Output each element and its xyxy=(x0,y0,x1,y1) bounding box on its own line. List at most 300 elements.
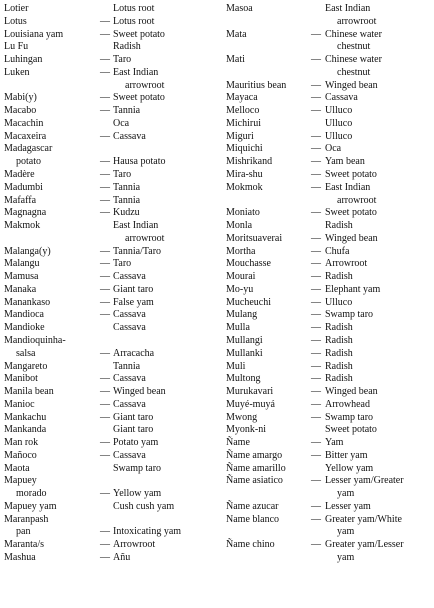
entry-term-line: Monla xyxy=(226,220,253,232)
entry-definition xyxy=(113,450,146,463)
entry-dash: — xyxy=(100,181,110,193)
entry-dash: — xyxy=(100,15,110,27)
entry-dash: — xyxy=(311,398,321,410)
glossary-entry xyxy=(226,182,431,208)
entry-term-line: Moniato xyxy=(226,207,260,219)
entry-dash: — xyxy=(100,411,110,423)
glossary-entry xyxy=(4,399,218,412)
entry-definition-line: East Indian xyxy=(325,181,371,193)
entry-definition-line: Giant taro xyxy=(113,283,154,295)
right-column xyxy=(226,3,431,565)
glossary-entry xyxy=(226,246,431,259)
entry-definition-line xyxy=(113,335,154,348)
entry-definition xyxy=(325,105,352,118)
entry-definition-line: Cassava xyxy=(113,398,146,410)
entry-definition xyxy=(113,552,130,565)
entry-term xyxy=(4,105,36,118)
entry-definition-line: Giant taro xyxy=(113,411,154,423)
entry-dash: — xyxy=(100,207,110,219)
entry-definition xyxy=(325,54,382,80)
entry-definition xyxy=(325,80,378,93)
glossary-entry xyxy=(226,475,431,501)
entry-term-line: Mullanki xyxy=(226,347,263,359)
entry-term-line: Ñame xyxy=(226,437,250,449)
glossary-entry xyxy=(226,335,431,348)
entry-term xyxy=(226,182,263,195)
entry-term xyxy=(226,207,260,220)
entry-term xyxy=(4,92,37,105)
entry-term xyxy=(4,424,46,437)
entry-dash: — xyxy=(100,373,110,385)
entry-definition-line: Cassava xyxy=(325,92,358,104)
entry-term xyxy=(4,475,47,501)
entry-term xyxy=(4,284,36,297)
entry-definition-line: arrowroot xyxy=(337,15,377,27)
entry-term xyxy=(4,118,43,131)
glossary-entry xyxy=(4,258,218,271)
entry-definition xyxy=(325,322,353,335)
entry-term xyxy=(4,552,36,565)
entry-definition xyxy=(325,3,376,29)
entry-definition xyxy=(325,450,368,463)
glossary-entry xyxy=(4,463,218,476)
entry-definition-line: Lotus root xyxy=(113,15,155,27)
entry-term-line: Mankachu xyxy=(4,411,47,423)
entry-term-line: Lu Fu xyxy=(4,41,29,53)
entry-definition-line: Sweet potato xyxy=(113,28,165,40)
entry-term xyxy=(226,412,257,425)
entry-definition xyxy=(113,463,161,476)
entry-definition xyxy=(325,463,373,476)
entry-term xyxy=(226,29,247,42)
entry-term xyxy=(226,3,253,16)
glossary-entry xyxy=(226,373,431,386)
entry-term xyxy=(4,514,48,540)
entry-dash: — xyxy=(311,500,321,512)
entry-definition-line: yam xyxy=(337,488,355,500)
entry-definition-line: Lesser yam xyxy=(325,500,371,512)
entry-dash: — xyxy=(100,194,110,206)
entry-term-line: Mashua xyxy=(4,552,36,564)
entry-dash: — xyxy=(311,539,321,551)
entry-definition-line: Radish xyxy=(325,360,353,372)
entry-definition xyxy=(113,539,155,552)
entry-term xyxy=(226,220,252,233)
entry-dash: — xyxy=(311,143,321,155)
entry-term-line: Luken xyxy=(4,66,30,78)
entry-definition-line: Tannia xyxy=(113,181,141,193)
glossary-entry xyxy=(4,182,218,195)
entry-definition xyxy=(325,169,377,182)
entry-definition xyxy=(325,207,377,220)
entry-term xyxy=(226,475,283,488)
entry-term xyxy=(4,67,30,80)
entry-definition xyxy=(325,92,358,105)
glossary-entry xyxy=(226,322,431,335)
glossary-entry xyxy=(226,80,431,93)
glossary-entry xyxy=(4,450,218,463)
glossary-entry xyxy=(4,67,218,93)
entry-term-line: Madère xyxy=(4,168,35,180)
glossary-entry xyxy=(4,105,218,118)
entry-definition xyxy=(325,182,376,208)
entry-definition xyxy=(325,156,365,169)
glossary-entry xyxy=(226,271,431,284)
entry-term-line: Luhingan xyxy=(4,54,43,66)
entry-term xyxy=(226,258,271,271)
glossary-entry xyxy=(226,220,431,233)
entry-dash: — xyxy=(100,271,110,283)
glossary-entry xyxy=(4,322,218,335)
entry-term xyxy=(226,361,245,374)
entry-term-line: Mabi(y) xyxy=(4,92,37,104)
glossary-entry xyxy=(4,92,218,105)
entry-definition xyxy=(325,501,371,514)
glossary-entry xyxy=(226,501,431,514)
entry-term-line: Ñame azucar xyxy=(226,500,279,512)
glossary-entry xyxy=(4,271,218,284)
entry-definition-line: Cassava xyxy=(113,309,146,321)
entry-definition xyxy=(325,143,341,156)
entry-term xyxy=(4,539,44,552)
glossary-entry xyxy=(4,3,218,16)
entry-dash: — xyxy=(311,386,321,398)
entry-definition xyxy=(113,29,165,42)
entry-definition xyxy=(113,437,158,450)
entry-dash: — xyxy=(311,437,321,449)
glossary-entry xyxy=(226,233,431,246)
entry-definition-line: Radish xyxy=(325,334,353,346)
entry-definition-line: Arracacha xyxy=(113,347,155,359)
entry-term-line: Muyé-muyá xyxy=(226,398,275,410)
entry-definition-line: Radish xyxy=(325,347,353,359)
entry-definition xyxy=(325,475,404,501)
entry-definition-line: Sweet potato xyxy=(325,424,377,436)
entry-definition xyxy=(113,335,154,361)
glossary-entry xyxy=(226,399,431,412)
entry-dash: — xyxy=(100,398,110,410)
entry-term xyxy=(4,386,54,399)
glossary-entry xyxy=(4,220,218,246)
entry-definition-line: Bitter yam xyxy=(325,449,368,461)
entry-definition-line: East Indian xyxy=(113,66,159,78)
entry-dash: — xyxy=(311,181,321,193)
entry-term xyxy=(4,309,44,322)
entry-definition-line: Winged bean xyxy=(325,232,378,244)
entry-definition xyxy=(113,67,164,93)
entry-definition-line: False yam xyxy=(113,296,154,308)
glossary-entry xyxy=(226,131,431,144)
entry-term xyxy=(226,297,271,310)
entry-term xyxy=(226,463,286,476)
entry-term-line: Ñame amarillo xyxy=(226,462,286,474)
entry-definition-line: Greater yam/Lesser xyxy=(325,539,404,551)
entry-term-line: Maota xyxy=(4,462,30,474)
entry-term xyxy=(226,514,279,527)
entry-term-line: Mañoco xyxy=(4,449,37,461)
entry-definition xyxy=(325,335,353,348)
entry-term-line: Mafaffa xyxy=(4,194,37,206)
entry-term xyxy=(4,258,40,271)
entry-term xyxy=(4,412,46,425)
entry-dash: — xyxy=(100,168,110,180)
entry-definition-line: Chufa xyxy=(325,245,350,257)
entry-definition xyxy=(113,131,146,144)
entry-dash: — xyxy=(311,130,321,142)
entry-term-line: Malangu xyxy=(4,258,40,270)
entry-term-line: Ñame chino xyxy=(226,539,275,551)
glossary-entry xyxy=(4,16,218,29)
entry-definition-line: chestnut xyxy=(337,41,371,53)
entry-definition xyxy=(325,412,373,425)
glossary-entry xyxy=(226,437,431,450)
entry-term xyxy=(4,220,40,233)
entry-term-line: Mauritius bean xyxy=(226,79,287,91)
entry-definition xyxy=(113,92,165,105)
entry-term xyxy=(226,322,250,335)
entry-definition xyxy=(113,118,129,131)
glossary-entry xyxy=(226,118,431,131)
entry-term xyxy=(226,156,272,169)
entry-definition-line: Chinese water xyxy=(325,54,382,66)
entry-definition-line: Kudzu xyxy=(113,207,140,219)
entry-term-line: Maranta/s xyxy=(4,539,44,551)
entry-term-line: Mo-yu xyxy=(226,283,254,295)
glossary-entry xyxy=(4,412,218,425)
entry-definition xyxy=(113,3,154,16)
entry-definition-line: Añu xyxy=(113,552,131,564)
entry-dash: — xyxy=(311,92,321,104)
entry-term xyxy=(226,118,261,131)
entry-term xyxy=(4,16,27,29)
glossary-entry xyxy=(226,143,431,156)
entry-dash: — xyxy=(100,386,110,398)
entry-definition-line: Radish xyxy=(113,41,141,53)
entry-term-line: Mandioke xyxy=(4,322,45,334)
entry-definition xyxy=(113,271,146,284)
entry-definition-line: Tannia xyxy=(113,194,141,206)
glossary-entry xyxy=(226,348,431,361)
entry-definition xyxy=(113,322,146,335)
entry-term xyxy=(226,143,263,156)
glossary-entry xyxy=(226,412,431,425)
glossary-entry xyxy=(226,156,431,169)
entry-definition-line: Lesser yam/Greater xyxy=(325,475,404,487)
entry-term-line: Ñame asiatico xyxy=(226,475,283,487)
entry-term-line: Mandioquinha- xyxy=(4,334,66,346)
entry-dash: — xyxy=(100,130,110,142)
entry-dash: — xyxy=(100,66,110,78)
entry-term xyxy=(226,501,278,514)
entry-definition xyxy=(113,501,174,514)
entry-term-line: Mata xyxy=(226,28,247,40)
entry-definition-line xyxy=(113,514,181,527)
entry-term xyxy=(4,361,47,374)
glossary-entry xyxy=(4,309,218,322)
glossary-entry xyxy=(4,539,218,552)
entry-dash: — xyxy=(100,105,110,117)
entry-definition xyxy=(113,424,153,437)
entry-dash: — xyxy=(311,296,321,308)
entry-term xyxy=(4,450,37,463)
entry-term xyxy=(4,373,38,386)
entry-definition-line: Sweet potato xyxy=(113,92,165,104)
entry-term-line: Mandioca xyxy=(4,309,44,321)
glossary-entry xyxy=(226,539,431,565)
entry-definition xyxy=(113,386,166,399)
entry-dash: — xyxy=(100,258,110,270)
glossary-entry xyxy=(4,169,218,182)
entry-term-line: Manioc xyxy=(4,398,35,410)
glossary-entry xyxy=(4,552,218,565)
entry-term-line: Mouchasse xyxy=(226,258,271,270)
entry-definition xyxy=(325,271,353,284)
entry-term xyxy=(226,373,260,386)
entry-term-line: Magnagna xyxy=(4,207,47,219)
entry-definition xyxy=(325,284,380,297)
entry-definition-line: Cassava xyxy=(113,322,146,334)
entry-dash: — xyxy=(311,245,321,257)
entry-term-line: Mulang xyxy=(226,309,258,321)
entry-definition-line: Chinese water xyxy=(325,28,382,40)
entry-term xyxy=(226,169,263,182)
entry-term-line: Mullangi xyxy=(226,334,263,346)
entry-term xyxy=(226,54,245,67)
entry-term-line: Mwong xyxy=(226,411,258,423)
glossary-entry xyxy=(4,284,218,297)
entry-definition-line: Intoxicating yam xyxy=(113,526,182,538)
entry-definition xyxy=(325,399,370,412)
entry-definition-line: Giant taro xyxy=(113,424,154,436)
entry-dash: — xyxy=(100,28,110,40)
entry-term-line: Michirui xyxy=(226,117,261,129)
glossary-entry xyxy=(226,54,431,80)
entry-dash: — xyxy=(311,232,321,244)
entry-dash: — xyxy=(311,309,321,321)
entry-definition xyxy=(113,297,154,310)
entry-dash: — xyxy=(311,334,321,346)
glossary-entry xyxy=(226,258,431,271)
entry-definition xyxy=(113,373,146,386)
entry-definition xyxy=(325,246,349,259)
entry-term-line: Madumbi xyxy=(4,181,43,193)
entry-definition-line: Radish xyxy=(325,220,353,232)
glossary-entry xyxy=(4,373,218,386)
entry-term xyxy=(4,335,66,361)
entry-term-line: potato xyxy=(16,156,41,168)
entry-definition-line: Hausa potato xyxy=(113,156,166,168)
entry-term xyxy=(4,41,28,54)
entry-definition-line: chestnut xyxy=(337,66,371,78)
entry-definition-line: Ulluco xyxy=(325,296,353,308)
entry-definition-line: Swamp taro xyxy=(113,462,162,474)
entry-definition xyxy=(113,258,131,271)
entry-dash: — xyxy=(100,156,110,168)
glossary-entry xyxy=(4,143,218,169)
entry-definition-line: Tannia xyxy=(113,105,141,117)
entry-term-line: Mapuey yam xyxy=(4,500,57,512)
entry-term xyxy=(4,322,45,335)
entry-term xyxy=(226,424,266,437)
glossary-entry xyxy=(4,475,218,501)
entry-dash: — xyxy=(311,347,321,359)
entry-term-line: Manibot xyxy=(4,373,38,385)
entry-definition xyxy=(113,284,153,297)
entry-definition-line: East Indian xyxy=(113,220,159,232)
glossary-entry xyxy=(226,386,431,399)
entry-definition-line: Radish xyxy=(325,322,353,334)
entry-term-line: Mati xyxy=(226,54,245,66)
entry-definition-line xyxy=(113,475,161,488)
glossary-entry xyxy=(226,514,431,540)
entry-term-line: Mapuey xyxy=(4,475,37,487)
entry-definition xyxy=(325,29,382,55)
entry-term-line: Muli xyxy=(226,360,246,372)
entry-definition xyxy=(113,195,140,208)
entry-definition-line: arrowroot xyxy=(125,79,165,91)
glossary-entry xyxy=(4,514,218,540)
entry-definition xyxy=(113,309,146,322)
entry-dash: — xyxy=(311,360,321,372)
entry-definition-line: Elephant yam xyxy=(325,283,381,295)
entry-definition-line: Swamp taro xyxy=(325,411,374,423)
entry-term-line: Miquichi xyxy=(226,143,263,155)
entry-dash: — xyxy=(100,296,110,308)
entry-term-line: Lotier xyxy=(4,3,29,14)
glossary-entry xyxy=(226,169,431,182)
entry-term xyxy=(226,539,275,552)
entry-definition-line: Lotus root xyxy=(113,3,155,14)
entry-dash: — xyxy=(311,411,321,423)
entry-definition-line: Winged bean xyxy=(325,386,378,398)
entry-term-line: Macabo xyxy=(4,105,37,117)
entry-definition xyxy=(325,118,352,131)
entry-term xyxy=(4,182,43,195)
entry-dash: — xyxy=(100,283,110,295)
entry-dash: — xyxy=(100,449,110,461)
entry-definition-line: yam xyxy=(337,552,355,564)
entry-definition xyxy=(113,246,161,259)
entry-dash: — xyxy=(100,437,110,449)
glossary-entry xyxy=(4,131,218,144)
entry-definition-line: yam xyxy=(337,526,355,538)
entry-term-line: Malanga(y) xyxy=(4,245,51,257)
entry-term-line: Mortha xyxy=(226,245,256,257)
entry-term xyxy=(4,29,63,42)
entry-definition-line: Cush cush yam xyxy=(113,500,175,512)
entry-definition xyxy=(113,514,181,540)
entry-term-line: Maranpash xyxy=(4,513,49,525)
entry-definition-line: Yam xyxy=(325,437,344,449)
entry-dash: — xyxy=(311,258,321,270)
entry-term-line: salsa xyxy=(16,347,36,359)
glossary-entry xyxy=(226,105,431,118)
entry-definition xyxy=(113,16,154,29)
entry-dash: — xyxy=(311,373,321,385)
entry-term xyxy=(226,271,255,284)
entry-definition xyxy=(113,105,140,118)
entry-term-line: Masoa xyxy=(226,3,253,14)
entry-definition-line: Cassava xyxy=(113,130,146,142)
entry-dash: — xyxy=(100,552,110,564)
entry-definition xyxy=(325,373,353,386)
entry-dash: — xyxy=(311,28,321,40)
entry-term xyxy=(226,131,254,144)
glossary-entry xyxy=(226,463,431,476)
entry-definition-line: Arrowroot xyxy=(113,539,156,551)
entry-term-line: Mayaca xyxy=(226,92,258,104)
entry-definition xyxy=(113,143,166,169)
